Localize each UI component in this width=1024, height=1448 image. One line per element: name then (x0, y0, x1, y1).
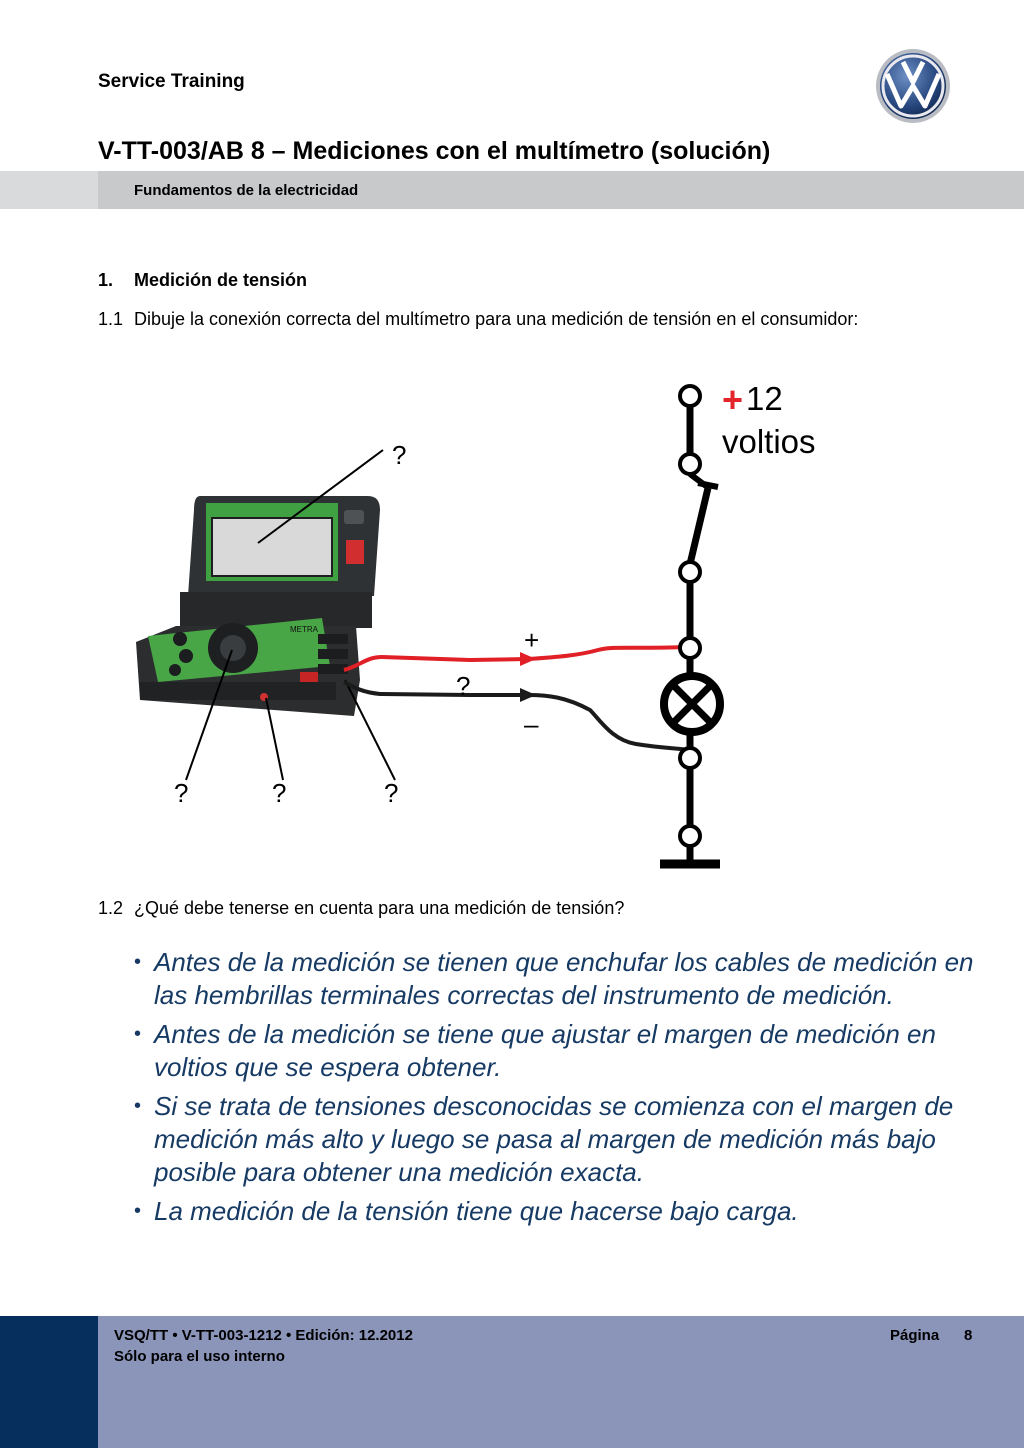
question-text-1-1: Dibuje la conexión correcta del multímetro para una medición de tensión en el consumidor: (134, 309, 859, 329)
voltage-value-label: 12 (746, 380, 783, 417)
lead-minus-label: – (524, 709, 539, 739)
subheader-bar-left (0, 171, 98, 209)
answer-item: • Antes de la medición se tienen que enchufar los cables de medición en las hembrillas terminales correctas del instrumento de medición. (134, 946, 984, 1012)
answer-list (134, 946, 984, 1234)
question-mark-dial: ? (174, 778, 189, 808)
question-text-1-2: ¿Qué debe tenerse en cuenta para una medición de tensión? (134, 898, 625, 918)
answer-item: • Antes de la medición se tiene que ajustar el margen de medición en voltios que se espera obtener. (134, 1018, 984, 1084)
circuit-diagram (0, 370, 1024, 890)
footer-page-label: Página (890, 1327, 940, 1344)
page-title: V-TT-003/AB 8 – Mediciones con el multímetro (solución) (98, 137, 771, 165)
section-number: 1. (98, 270, 114, 290)
question-mark-leads: ? (456, 671, 471, 701)
multimeter-illustration (136, 496, 380, 716)
answer-item: • La medición de la tensión tiene que hacerse bajo carga. (134, 1195, 984, 1228)
page-subtitle: Fundamentos de la electricidad (134, 182, 359, 199)
vw-logo-icon (875, 48, 951, 124)
section-title: Medición de tensión (134, 270, 308, 290)
footer-reference: VSQ/TT • V-TT-003-1212 • Edición: 12.2012 (114, 1327, 413, 1344)
question-number-1-1: 1.1 (98, 309, 124, 329)
brand-label: Service Training (98, 71, 245, 92)
footer-accent (0, 1316, 98, 1448)
meter-brand-label: METRA (290, 625, 318, 634)
lead-plus-label: + (524, 625, 540, 655)
plus-sign-label: + (722, 379, 744, 420)
question-mark-jacks: ? (384, 778, 399, 808)
question-mark-socket: ? (272, 778, 287, 808)
question-number-1-2: 1.2 (98, 898, 124, 918)
footer-note: Sólo para el uso interno (114, 1348, 285, 1365)
voltage-unit-label: voltios (722, 423, 816, 460)
question-mark-display: ? (392, 440, 407, 470)
footer-page-number: 8 (964, 1327, 973, 1344)
answer-item: • Si se trata de tensiones desconocidas se comienza con el margen de medición más alto y luego se pasa al margen de medición más bajo posible para obtener una medición exacta. (134, 1090, 984, 1189)
